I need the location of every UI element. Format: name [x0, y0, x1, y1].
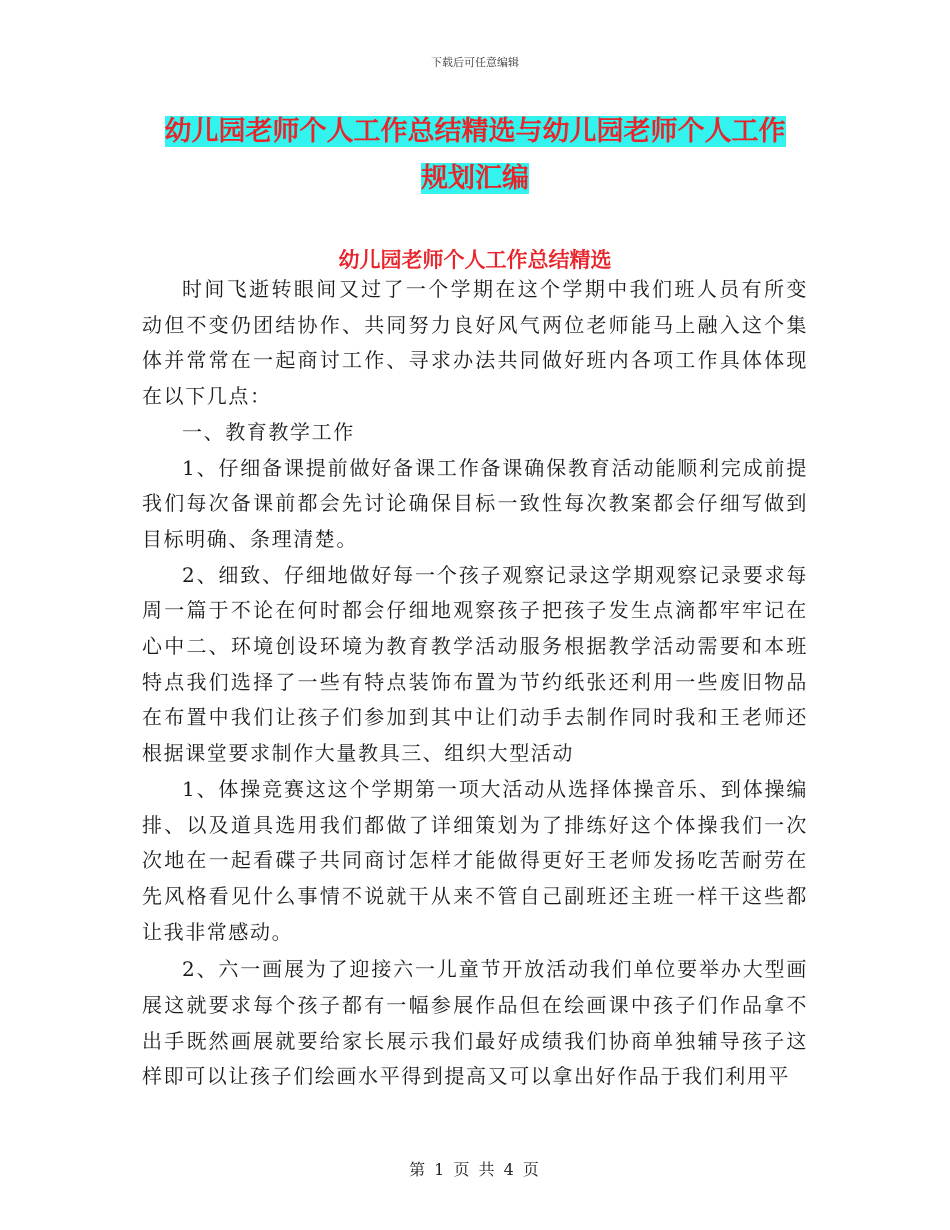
paragraph: 1、体操竞赛这这个学期第一项大活动从选择体操音乐、到体操编排、以及道具选用我们都做了详细策划为了排练好这个体操我们一次次地在一起看碟子共同商讨怎样才能做得更好王老师发扬吃苦耐劳在先风格看见什么事情不说就干从来不管自己副班还主班一样干这些都让我非常感动。 [142, 776, 808, 944]
paragraph: 1、仔细备课提前做好备课工作备课确保教育活动能顺利完成前提我们每次备课前都会先讨论确保目标一致性每次教案都会仔细写做到目标明确、条理清楚。 [142, 455, 808, 551]
paragraph: 时间飞逝转眼间又过了一个学期在这个学期中我们班人员有所变动但不变仍团结协作、共同努力良好风气两位老师能马上融入这个集体并常常在一起商讨工作、寻求办法共同做好班内各项工作具体体现在以下几点： [142, 277, 808, 409]
section-heading: 幼儿园老师个人工作总结精选 [338, 248, 612, 272]
document-title [0, 108, 950, 202]
document-title-line-1: 幼儿园老师个人工作总结精选与幼儿园老师个人工作 [164, 116, 786, 147]
header-note: 下载后可任意编辑 [431, 56, 519, 69]
document-body [142, 272, 808, 1095]
paragraph: 一、教育教学工作 [182, 419, 355, 444]
document-title-line-2: 规划汇编 [421, 163, 529, 194]
paragraph: 2、六一画展为了迎接六一儿童节开放活动我们单位要举办大型画展这就要求每个孩子都有一幅参展作品但在绘画课中孩子们作品拿不出手既然画展就要给家长展示我们最好成绩我们协商单独辅导孩子这样即可以让孩子们绘画水平得到提高又可以拿出好作品于我们利用平 [142, 957, 808, 1089]
page-number-footer: 第 1 页 共 4 页 [409, 1160, 541, 1179]
paragraph: 2、细致、仔细地做好每一个孩子观察记录这学期观察记录要求每周一篇于不论在何时都会仔细地观察孩子把孩子发生点滴都牢牢记在心中二、环境创设环境为教育教学活动服务根据教学活动需要和本班特点我们选择了一些有特点装饰布置为节约纸张还利用一些废旧物品在布置中我们让孩子们参加到其中让们动手去制作同时我和王老师还根据课堂要求制作大量教具三、组织大型活动 [142, 562, 808, 766]
